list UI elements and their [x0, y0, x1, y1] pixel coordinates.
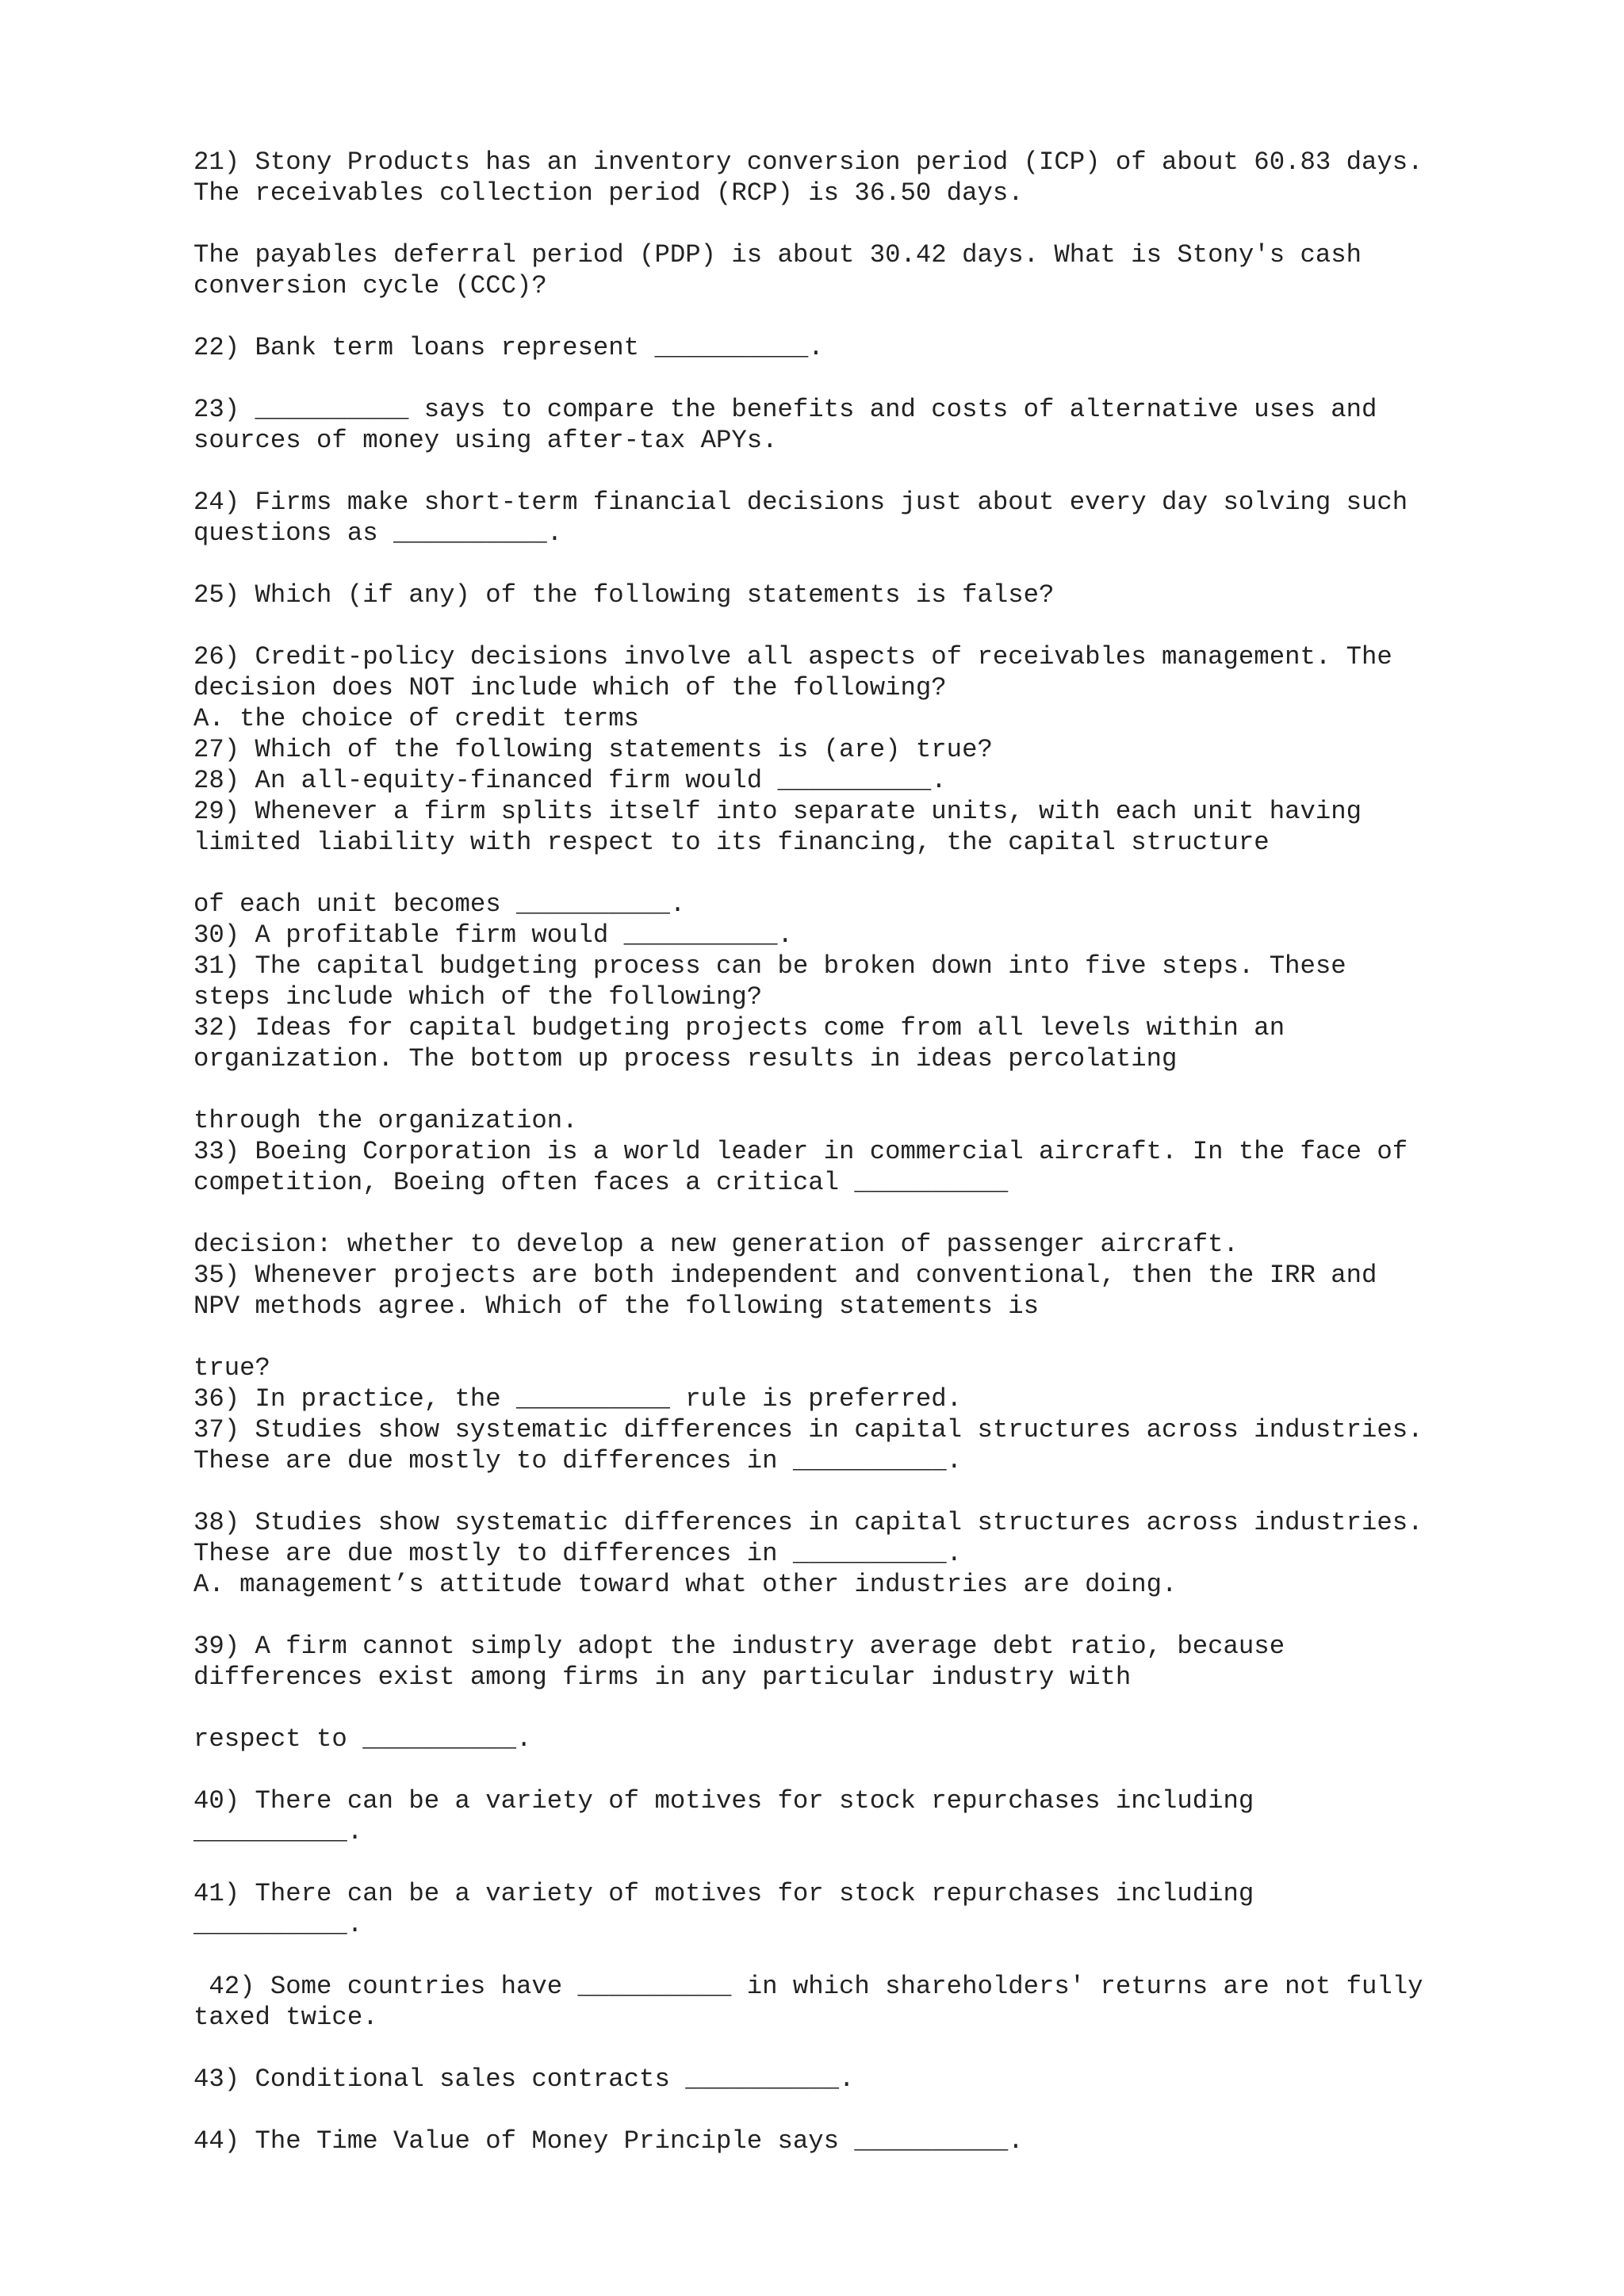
text-line: 44) The Time Value of Money Principle says __________.: [193, 2126, 1024, 2156]
text-line: These are due mostly to differences in __________.: [193, 1539, 963, 1568]
text-line: through the organization.: [193, 1106, 578, 1135]
blank-line: [193, 1476, 1573, 1507]
text-line: 32) Ideas for capital budgeting projects come from all levels within an: [193, 1013, 1285, 1043]
text-line: respect to __________.: [193, 1724, 532, 1754]
text-line: A. the choice of credit terms: [193, 704, 640, 733]
text-line: 29) Whenever a firm splits itself into separate units, with each unit having: [193, 797, 1362, 826]
text-line: The receivables collection period (RCP) is 36.50 days.: [193, 178, 1024, 208]
blank-line: [193, 1755, 1573, 1785]
document-body: [193, 147, 1573, 2156]
blank-line: [193, 301, 1573, 332]
text-line: taxed twice.: [193, 2003, 378, 2032]
blank-line: [193, 2033, 1573, 2064]
text-line: 22) Bank term loans represent __________.: [193, 333, 824, 362]
text-line: conversion cycle (CCC)?: [193, 271, 547, 300]
blank-line: [193, 1074, 1573, 1105]
text-line: questions as __________.: [193, 519, 563, 548]
blank-line: [193, 209, 1573, 239]
text-line: differences exist among firms in any particular industry with: [193, 1663, 1132, 1692]
text-line: 31) The capital budgeting process can be broken down into five steps. These: [193, 951, 1346, 981]
text-line: competition, Boeing often faces a critical __________: [193, 1168, 1009, 1197]
blank-line: [193, 549, 1573, 580]
blank-line: [193, 1600, 1573, 1631]
text-line: steps include which of the following?: [193, 982, 763, 1012]
text-line: 40) There can be a variety of motives for stock repurchases including: [193, 1786, 1254, 1816]
blank-line: [193, 363, 1573, 394]
blank-line: [193, 610, 1573, 641]
text-line: A. management’s attitude toward what other industries are doing.: [193, 1570, 1178, 1599]
blank-line: [193, 1693, 1573, 1724]
blank-line: [193, 1940, 1573, 1971]
text-line: sources of money using after-tax APYs.: [193, 426, 778, 455]
blank-line: [193, 1322, 1573, 1353]
text-line: 21) Stony Products has an inventory conversion period (ICP) of about 60.83 days.: [193, 147, 1423, 177]
text-line: decision does NOT include which of the following?: [193, 673, 947, 702]
blank-line: [193, 858, 1573, 889]
blank-line: [193, 1198, 1573, 1229]
text-line: 25) Which (if any) of the following statements is false?: [193, 580, 1055, 610]
text-line: 38) Studies show systematic differences in capital structures across industries.: [193, 1508, 1423, 1537]
text-line: 33) Boeing Corporation is a world leader in commercial aircraft. In the face of: [193, 1137, 1408, 1166]
text-line: of each unit becomes __________.: [193, 890, 686, 919]
text-line: 35) Whenever projects are both independent and conventional, then the IRR and: [193, 1261, 1377, 1290]
text-line: __________.: [193, 1817, 363, 1846]
text-line: decision: whether to develop a new generation of passenger aircraft.: [193, 1230, 1239, 1259]
text-line: These are due mostly to differences in __________.: [193, 1446, 963, 1475]
text-line: The payables deferral period (PDP) is about 30.42 days. What is Stony's cash: [193, 240, 1362, 270]
text-line: 27) Which of the following statements is (are) true?: [193, 735, 993, 764]
text-line: __________.: [193, 1910, 363, 1939]
text-line: 36) In practice, the __________ rule is preferred.: [193, 1384, 963, 1414]
text-line: NPV methods agree. Which of the following statements is: [193, 1292, 1039, 1321]
text-line: 42) Some countries have __________ in which shareholders' returns are not fully: [193, 1972, 1423, 2001]
text-line: true?: [193, 1353, 270, 1383]
text-line: 26) Credit-policy decisions involve all aspects of receivables management. The: [193, 642, 1392, 672]
text-line: 41) There can be a variety of motives for stock repurchases including: [193, 1879, 1254, 1908]
text-line: 24) Firms make short-term financial decisions just about every day solving such: [193, 488, 1408, 517]
blank-line: [193, 2095, 1573, 2126]
text-line: 28) An all-equity-financed firm would __________.: [193, 766, 947, 795]
text-line: 43) Conditional sales contracts __________.: [193, 2064, 855, 2094]
text-line: 23) __________ says to compare the benefits and costs of alternative uses and: [193, 395, 1377, 424]
text-line: organization. The bottom up process results in ideas percolating: [193, 1044, 1178, 1073]
text-line: 30) A profitable firm would __________.: [193, 920, 793, 950]
blank-line: [193, 456, 1573, 487]
text-line: limited liability with respect to its financing, the capital structure: [193, 828, 1270, 857]
text-line: 37) Studies show systematic differences in capital structures across industries.: [193, 1415, 1423, 1445]
text-line: 39) A firm cannot simply adopt the industry average debt ratio, because: [193, 1632, 1285, 1661]
blank-line: [193, 1847, 1573, 1878]
